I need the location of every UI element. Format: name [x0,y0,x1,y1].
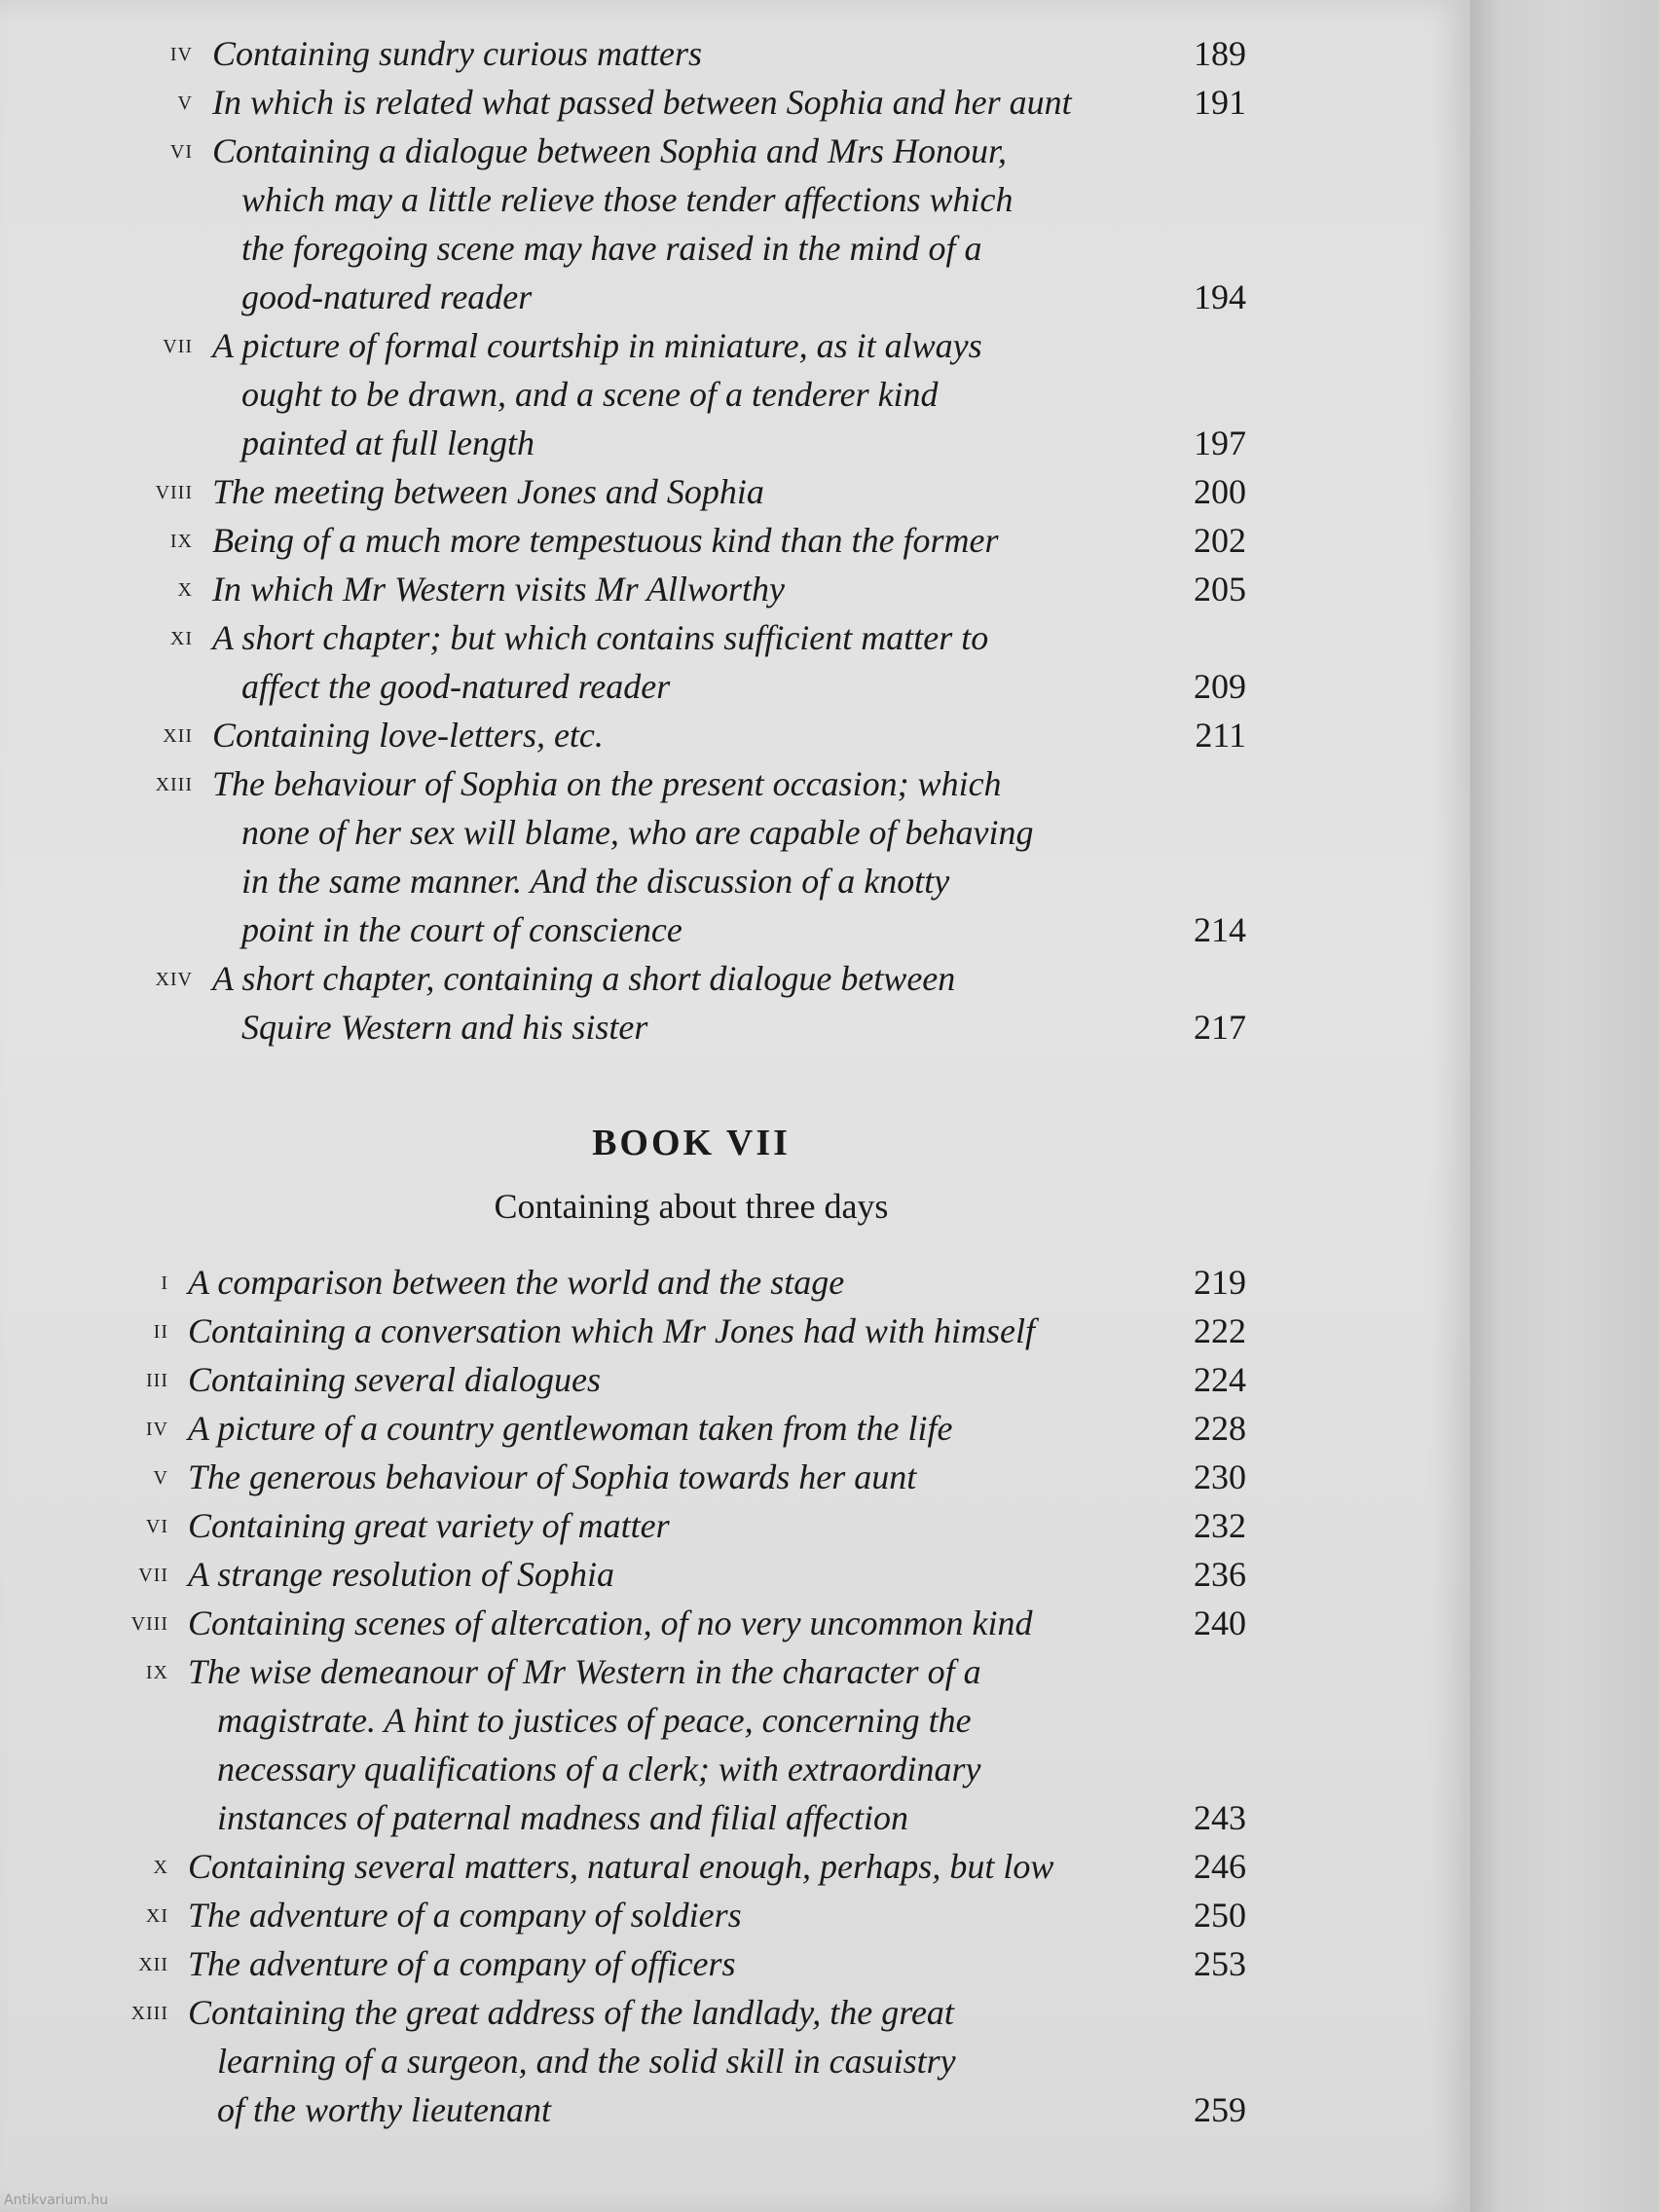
toc-entry [0,759,1470,954]
toc-entry [0,1939,1470,1988]
chapter-number: xii [138,1946,168,1977]
page-number: 253 [1194,1944,1246,1983]
chapter-title-line: Being of a much more tempestuous kind than the former [212,521,999,560]
page-number: 246 [1194,1847,1246,1886]
chapter-title-line: Containing love-letters, etc. [212,716,604,755]
toc-entry [0,954,1470,1051]
chapter-number: xii [163,718,193,749]
chapter-number: vii [138,1557,168,1588]
watermark: Antikvarium.hu [4,2193,109,2208]
page-number: 214 [1194,910,1246,949]
chapter-number: xiv [155,961,193,992]
toc-entry [0,1647,1470,1842]
chapter-title-line: instances of paternal madness and filial affection [217,1798,908,1837]
chapter-title-line: good-natured reader [241,277,533,316]
toc-entry [0,1988,1470,2134]
chapter-number: vii [163,328,193,359]
chapter-title-line: The adventure of a company of soldiers [188,1896,742,1935]
chapter-number: viii [155,474,193,505]
chapter-title-line: A picture of formal courtship in miniature, as it always [212,326,982,365]
chapter-title-line: The meeting between Jones and Sophia [212,472,764,511]
toc-entry [0,467,1470,516]
toc-entry [0,78,1470,127]
chapter-title-line: necessary qualifications of a clerk; with extraordinary [217,1750,981,1788]
toc-entry [0,1891,1470,1939]
toc-entry [0,1550,1470,1599]
page-number: 197 [1194,424,1246,462]
chapter-number: x [153,1849,168,1880]
chapter-title-line: point in the court of conscience [241,910,682,949]
page-number: 236 [1194,1555,1246,1594]
page-number: 219 [1194,1263,1246,1302]
page-number: 189 [1194,34,1246,73]
chapter-number: ii [153,1313,168,1345]
toc-entry [0,1404,1470,1453]
page-number: 205 [1194,570,1246,608]
toc-entry [0,1307,1470,1355]
chapter-title-line: which may a little relieve those tender affections which [241,180,1014,219]
page-number: 209 [1194,667,1246,706]
chapter-title-line: Containing several matters, natural enough, perhaps, but low [188,1847,1054,1886]
toc-entry [0,29,1470,78]
page-number: 240 [1194,1604,1246,1642]
toc-entry [0,127,1470,321]
page-number: 243 [1194,1798,1246,1837]
chapter-number: iii [146,1362,168,1393]
chapter-title-line: of the worthy lieutenant [217,2090,551,2129]
chapter-title-line: In which is related what passed between Sophia and her aunt [212,83,1072,122]
chapter-number: v [153,1459,168,1491]
chapter-title-line: In which Mr Western visits Mr Allworthy [212,570,785,608]
page-number: 222 [1194,1311,1246,1350]
chapter-number: xi [145,1898,168,1929]
chapter-title-line: A picture of a country gentlewoman taken from the life [188,1409,953,1448]
chapter-title-line: painted at full length [241,424,535,462]
chapter-title-line: none of her sex will blame, who are capable of behaving [241,813,1034,852]
chapter-title-line: A strange resolution of Sophia [188,1555,615,1594]
page-number: 228 [1194,1409,1246,1448]
page-number: 217 [1194,1008,1246,1047]
chapter-number: x [177,571,193,603]
toc-entry [0,1501,1470,1550]
chapter-title-line: magistrate. A hint to justices of peace, concerning the [217,1701,972,1740]
chapter-title-line: ought to be drawn, and a scene of a tenderer kind [241,375,939,414]
chapter-title-line: A short chapter; but which contains sufficient matter to [212,618,989,657]
book-heading: BOOK VII [592,1123,791,1163]
chapter-number: vi [169,133,193,165]
chapter-title-line: in the same manner. And the discussion of a knotty [241,862,950,901]
chapter-title-line: Containing scenes of altercation, of no very uncommon kind [188,1604,1033,1642]
chapter-title-line: the foregoing scene may have raised in the mind of a [241,229,982,268]
page-number: 250 [1194,1896,1246,1935]
chapter-title-line: Containing the great address of the landlady, the great [188,1993,954,2032]
page-number: 232 [1194,1506,1246,1545]
page-number: 224 [1194,1360,1246,1399]
chapter-number: viii [130,1605,168,1637]
page-number: 200 [1194,472,1246,511]
chapter-title-line: Containing a conversation which Mr Jones had with himself [188,1311,1035,1350]
chapter-number: iv [145,1411,168,1442]
toc-entry [0,1842,1470,1891]
toc-entry [0,1453,1470,1501]
toc-entry [0,1355,1470,1404]
chapter-number: xiii [155,766,193,797]
chapter-number: xiii [130,1995,168,2026]
chapter-title-line: A short chapter, containing a short dialogue between [212,959,956,998]
chapter-title-line: The adventure of a company of officers [188,1944,736,1983]
page-number: 194 [1194,277,1246,316]
toc-entry [0,516,1470,565]
chapter-title-line: The generous behaviour of Sophia towards her aunt [188,1457,917,1496]
chapter-title-line: Containing great variety of matter [188,1506,670,1545]
toc-entry [0,1599,1470,1647]
page-number: 191 [1194,83,1246,122]
book-gutter [1470,0,1659,2212]
chapter-number: ix [145,1654,168,1685]
chapter-title-line: Containing several dialogues [188,1360,601,1399]
page-number: 259 [1194,2090,1246,2129]
page-number: 202 [1194,521,1246,560]
chapter-number: v [177,85,193,116]
chapter-title-line: affect the good-natured reader [241,667,671,706]
chapter-number: iv [169,36,193,67]
toc-entry [0,711,1470,759]
page-number: 211 [1195,716,1246,755]
chapter-title-line: A comparison between the world and the stage [188,1263,845,1302]
chapter-title-line: Squire Western and his sister [241,1008,648,1047]
chapter-title-line: Containing a dialogue between Sophia and Mrs Honour, [212,131,1007,170]
toc-entry [0,1258,1470,1307]
toc-entry [0,613,1470,711]
chapter-title-line: The wise demeanour of Mr Western in the character of a [188,1652,981,1691]
chapter-number: i [161,1265,168,1296]
chapter-number: vi [145,1508,168,1539]
page-number: 230 [1194,1457,1246,1496]
chapter-title-line: Containing sundry curious matters [212,34,703,73]
chapter-number: ix [169,523,193,554]
toc-entry [0,565,1470,613]
chapter-title-line: learning of a surgeon, and the solid skill in casuistry [217,2042,956,2081]
chapter-number: xi [169,620,193,651]
chapter-title-line: The behaviour of Sophia on the present occasion; which [212,764,1002,803]
toc-entry [0,321,1470,467]
book-subtitle: Containing about three days [494,1187,889,1226]
